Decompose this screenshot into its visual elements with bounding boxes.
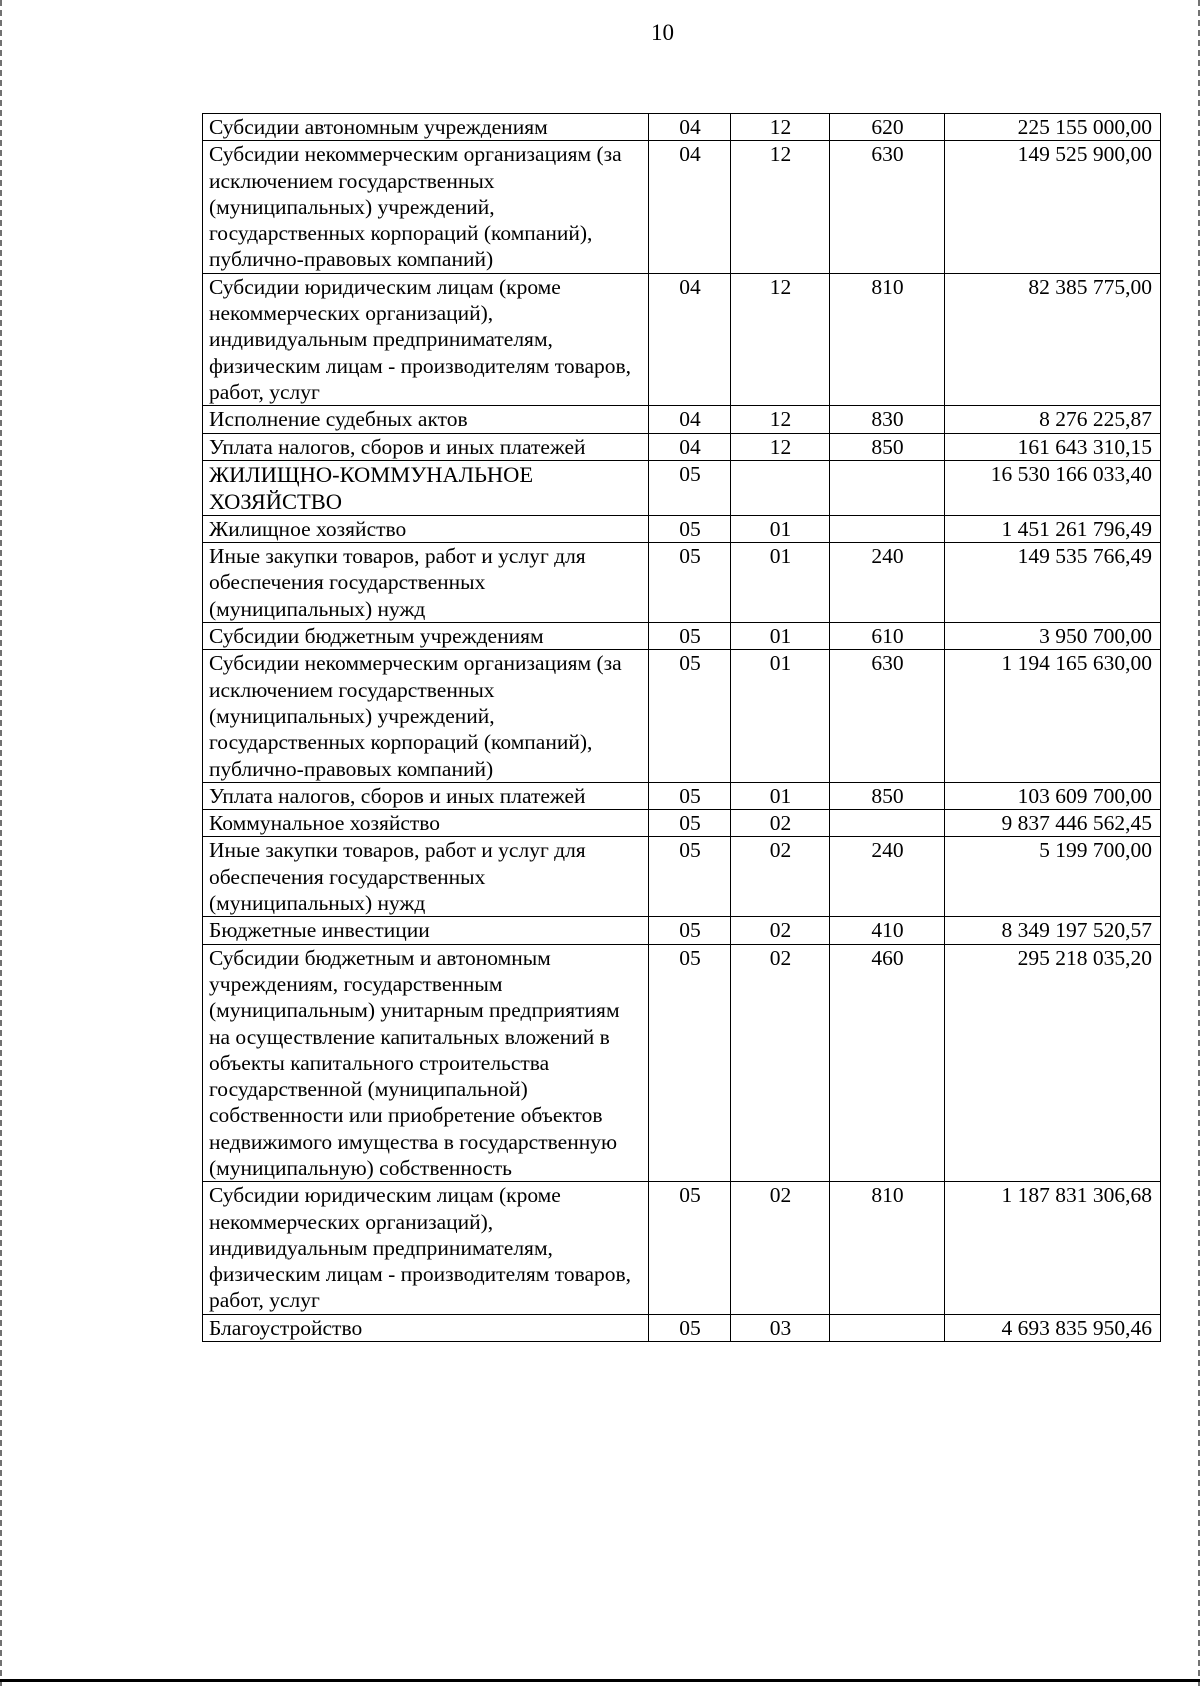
section-code-cell: 05 [649, 515, 731, 542]
amount-cell: 4 693 835 950,46 [945, 1314, 1161, 1341]
amount-cell: 103 609 700,00 [945, 782, 1161, 809]
subsection-code-cell: 02 [731, 1182, 830, 1314]
expense-type-code-cell: 850 [830, 433, 945, 460]
table-row [203, 515, 1161, 542]
expense-name-cell: Субсидии некоммерческим организациям (за исключением государственных (муниципальных) учреждений, государственных корпораций (компаний), публично-правовых компаний) [203, 650, 649, 782]
subsection-code-cell: 02 [731, 944, 830, 1182]
amount-cell: 16 530 166 033,40 [945, 460, 1161, 515]
section-code-cell: 05 [649, 944, 731, 1182]
expense-type-code-cell: 630 [830, 650, 945, 782]
expense-type-code-cell: 460 [830, 944, 945, 1182]
section-code-cell: 05 [649, 810, 731, 837]
amount-cell: 5 199 700,00 [945, 837, 1161, 917]
section-code-cell: 05 [649, 460, 731, 515]
expense-name-cell: Уплата налогов, сборов и иных платежей [203, 782, 649, 809]
section-code-cell: 05 [649, 623, 731, 650]
table-row [203, 433, 1161, 460]
amount-cell: 82 385 775,00 [945, 273, 1161, 405]
expense-type-code-cell [830, 515, 945, 542]
page-number: 10 [651, 20, 674, 45]
expense-name-cell: Субсидии некоммерческим организациям (за исключением государственных (муниципальных) учреждений, государственных корпораций (компаний), публично-правовых компаний) [203, 141, 649, 273]
expense-name-cell: Субсидии юридическим лицам (кроме некоммерческих организаций), индивидуальным предпринимателям, физическим лицам - производителям товаров, работ, услуг [203, 1182, 649, 1314]
expense-type-code-cell: 630 [830, 141, 945, 273]
subsection-code-cell: 12 [731, 406, 830, 433]
amount-cell: 8 349 197 520,57 [945, 917, 1161, 944]
amount-cell: 225 155 000,00 [945, 114, 1161, 141]
amount-cell: 161 643 310,15 [945, 433, 1161, 460]
expense-type-code-cell [830, 1314, 945, 1341]
subsection-code-cell: 01 [731, 623, 830, 650]
expense-name-cell: Субсидии автономным учреждениям [203, 114, 649, 141]
amount-cell: 8 276 225,87 [945, 406, 1161, 433]
expense-type-code-cell: 620 [830, 114, 945, 141]
expense-name-cell: Субсидии бюджетным учреждениям [203, 623, 649, 650]
section-code-cell: 04 [649, 273, 731, 405]
expense-name-cell: Уплата налогов, сборов и иных платежей [203, 433, 649, 460]
expense-name-cell: Исполнение судебных актов [203, 406, 649, 433]
section-code-cell: 05 [649, 837, 731, 917]
expense-type-code-cell: 850 [830, 782, 945, 809]
section-code-cell: 04 [649, 406, 731, 433]
section-code-cell: 05 [649, 543, 731, 623]
section-code-cell: 04 [649, 141, 731, 273]
amount-cell: 149 525 900,00 [945, 141, 1161, 273]
expense-name-cell: Субсидии бюджетным и автономным учреждениям, государственным (муниципальным) унитарным предприятиям на осуществление капитальных вложений в объекты капитального строительства государственной (муниципальной) собственности или приобретение объектов недвижимого имущества в государственную (муниципальную) собственность [203, 944, 649, 1182]
amount-cell: 295 218 035,20 [945, 944, 1161, 1182]
amount-cell: 1 187 831 306,68 [945, 1182, 1161, 1314]
expense-name-cell: Иные закупки товаров, работ и услуг для обеспечения государственных (муниципальных) нужд [203, 543, 649, 623]
scan-bottom-edge [0, 1679, 1200, 1682]
section-code-cell: 05 [649, 650, 731, 782]
subsection-code-cell: 12 [731, 141, 830, 273]
table-row [203, 623, 1161, 650]
table-row [203, 273, 1161, 405]
subsection-code-cell: 12 [731, 273, 830, 405]
expense-type-code-cell [830, 810, 945, 837]
expense-name-cell: ЖИЛИЩНО-КОММУНАЛЬНОЕ ХОЗЯЙСТВО [203, 460, 649, 515]
expense-type-code-cell: 240 [830, 543, 945, 623]
table-row [203, 837, 1161, 917]
expense-type-code-cell: 610 [830, 623, 945, 650]
table-row [203, 460, 1161, 515]
expense-name-cell: Коммунальное хозяйство [203, 810, 649, 837]
budget-table [202, 113, 1161, 1342]
table-row [203, 141, 1161, 273]
section-code-cell: 05 [649, 782, 731, 809]
section-code-cell: 05 [649, 1314, 731, 1341]
subsection-code-cell: 01 [731, 543, 830, 623]
table-row [203, 1314, 1161, 1341]
expense-name-cell: Бюджетные инвестиции [203, 917, 649, 944]
table-row [203, 810, 1161, 837]
expense-type-code-cell: 830 [830, 406, 945, 433]
expense-type-code-cell: 240 [830, 837, 945, 917]
subsection-code-cell: 02 [731, 917, 830, 944]
amount-cell: 149 535 766,49 [945, 543, 1161, 623]
scan-right-edge [1195, 0, 1200, 1686]
subsection-code-cell: 01 [731, 515, 830, 542]
expense-name-cell: Иные закупки товаров, работ и услуг для обеспечения государственных (муниципальных) нужд [203, 837, 649, 917]
expense-name-cell: Субсидии юридическим лицам (кроме некоммерческих организаций), индивидуальным предпринимателям, физическим лицам - производителям товаров, работ, услуг [203, 273, 649, 405]
amount-cell: 1 194 165 630,00 [945, 650, 1161, 782]
subsection-code-cell [731, 460, 830, 515]
section-code-cell: 05 [649, 1182, 731, 1314]
section-code-cell: 04 [649, 114, 731, 141]
subsection-code-cell: 01 [731, 650, 830, 782]
expense-type-code-cell: 810 [830, 1182, 945, 1314]
subsection-code-cell: 12 [731, 114, 830, 141]
table-row [203, 917, 1161, 944]
table-row [203, 406, 1161, 433]
expense-name-cell: Жилищное хозяйство [203, 515, 649, 542]
expense-type-code-cell: 810 [830, 273, 945, 405]
subsection-code-cell: 02 [731, 810, 830, 837]
scan-left-edge [0, 0, 5, 1686]
subsection-code-cell: 01 [731, 782, 830, 809]
subsection-code-cell: 03 [731, 1314, 830, 1341]
table-row [203, 944, 1161, 1182]
section-code-cell: 05 [649, 917, 731, 944]
amount-cell: 9 837 446 562,45 [945, 810, 1161, 837]
expense-type-code-cell: 410 [830, 917, 945, 944]
table-row [203, 650, 1161, 782]
subsection-code-cell: 12 [731, 433, 830, 460]
amount-cell: 1 451 261 796,49 [945, 515, 1161, 542]
subsection-code-cell: 02 [731, 837, 830, 917]
table-row [203, 782, 1161, 809]
table-row [203, 543, 1161, 623]
section-code-cell: 04 [649, 433, 731, 460]
table-row [203, 1182, 1161, 1314]
expense-type-code-cell [830, 460, 945, 515]
table-row [203, 114, 1161, 141]
expense-name-cell: Благоустройство [203, 1314, 649, 1341]
table-body [203, 114, 1161, 1342]
amount-cell: 3 950 700,00 [945, 623, 1161, 650]
